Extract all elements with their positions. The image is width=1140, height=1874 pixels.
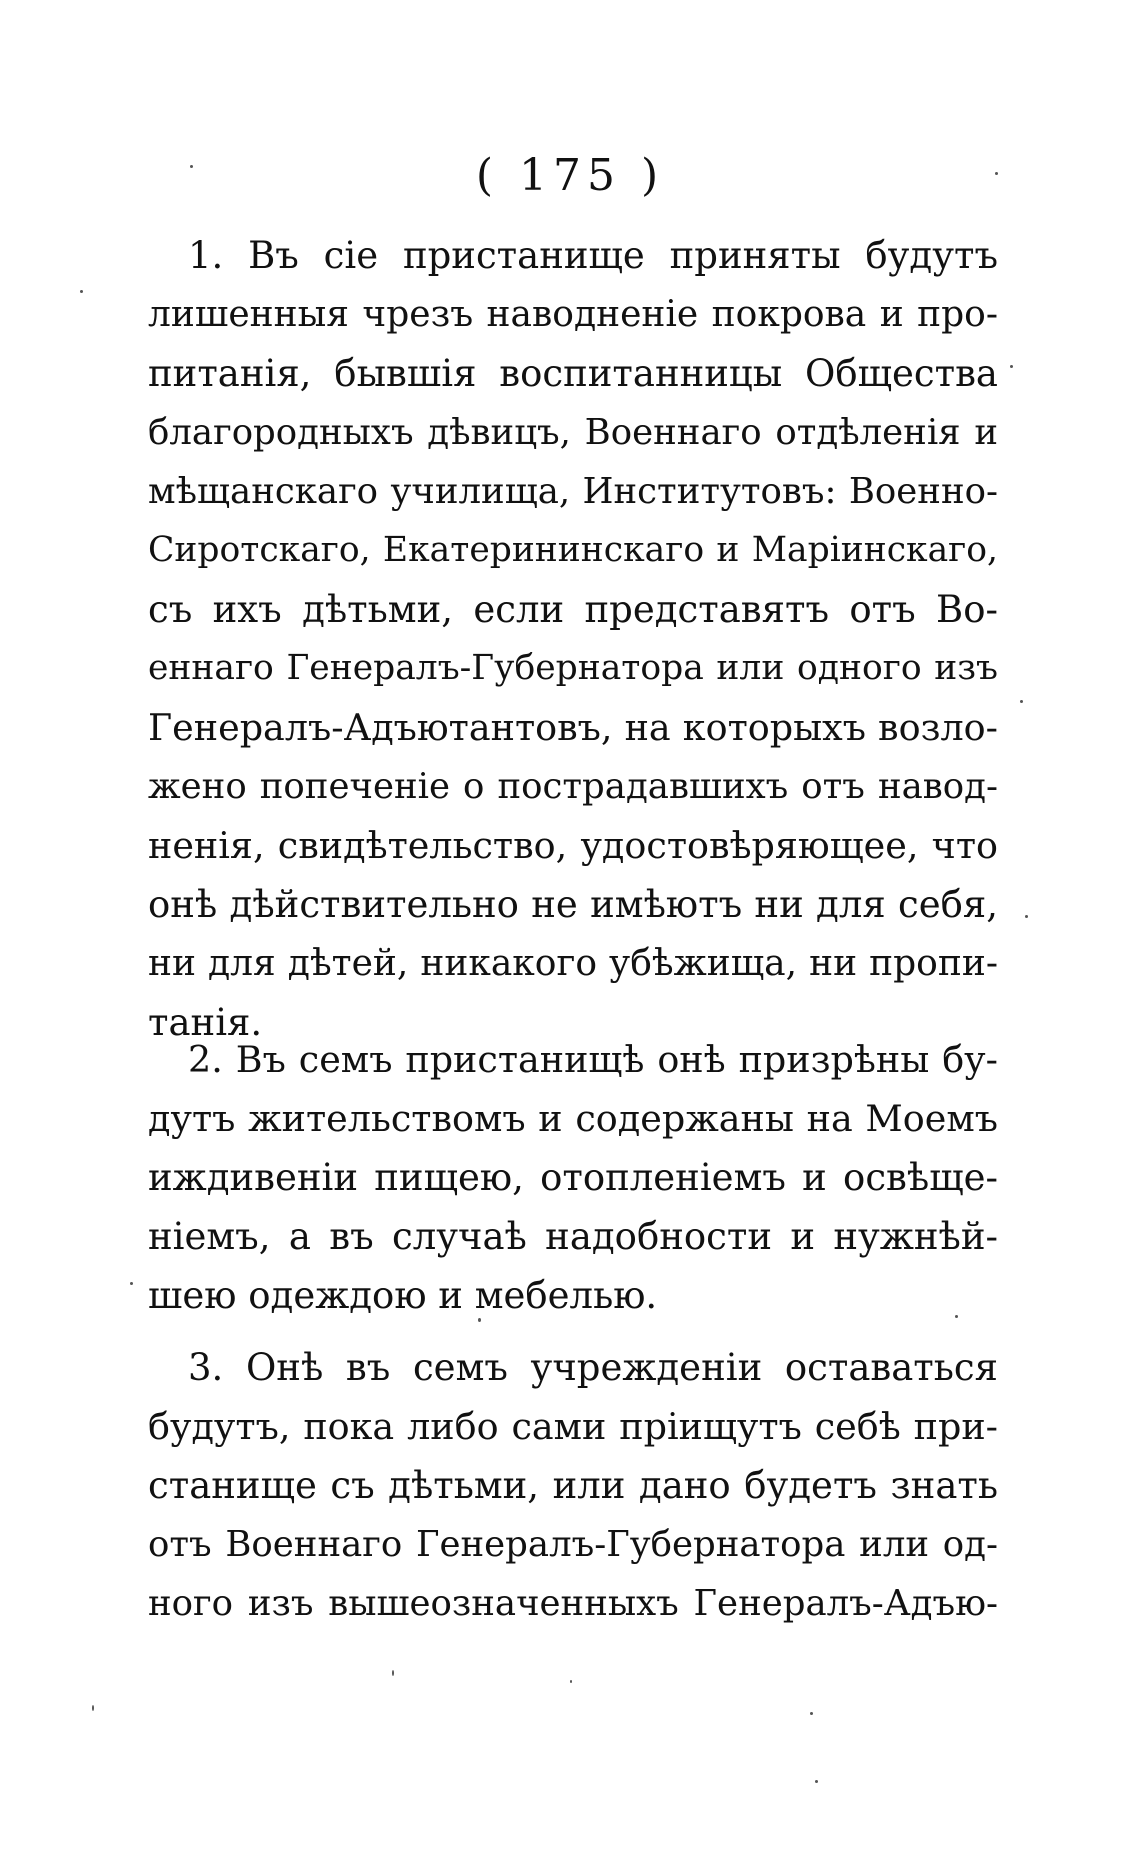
scan-speck [1025,915,1028,918]
scan-speck [815,1780,818,1783]
text-line: 2. Въ семъ пристанищѣ онѣ призрѣны бу- [188,1038,998,1081]
text-line: дутъ жительствомъ и содержаны на Моемъ [148,1097,998,1140]
text-line: онѣ дѣйствительно не имѣютъ ни для себя, [148,883,998,926]
text-line: ненія, свидѣтельство, удостовѣряющее, что [148,824,998,867]
scan-speck [80,290,83,293]
scan-speck [478,1318,481,1322]
scan-speck [1010,365,1013,368]
scan-speck [1020,700,1023,703]
paragraph-3 [148,1338,998,1633]
scan-speck [190,165,193,168]
text-line: Генералъ-Адъютантовъ, на которыхъ возло- [148,706,998,749]
text-line: мѣщанскаго училища, Институтовъ: Военно- [148,471,998,512]
scan-speck [810,1712,813,1715]
scan-speck [92,1705,94,1711]
text-line: будутъ, пока либо сами пріищутъ себѣ при- [148,1405,998,1448]
text-line: ного изъ вышеозначенныхъ Генералъ-Адъю- [148,1583,998,1624]
text-line: жено попеченіе о пострадавшихъ отъ навод- [148,766,998,807]
paragraph-1 [148,226,998,1052]
text-line: съ ихъ дѣтьми, если представятъ отъ Во- [148,588,998,631]
text-line: Сиротскаго, Екатерининскаго и Маріинскаго, [148,530,998,570]
text-line: ніемъ, а въ случаѣ надобности и нужнѣй- [148,1215,998,1258]
text-line: 3. Онѣ въ семъ учрежденіи оставаться [188,1346,998,1389]
text-line: танія. [148,1001,263,1044]
text-line: еннаго Генералъ-Губернатора или одного изъ [148,648,998,688]
scan-speck [955,1315,958,1318]
text-line: отъ Военнаго Генералъ-Губернатора или од- [148,1524,998,1565]
text-line: 1. Въ сіе пристанище приняты будутъ [188,234,998,277]
text-line: шею одеждою и мебелью. [148,1274,658,1317]
text-line: питанія, бывшія воспитанницы Общества [148,352,998,395]
scan-speck [995,172,998,175]
text-line: ни для дѣтей, никакого убѣжища, ни пропи- [148,943,998,984]
scan-speck [392,1670,394,1676]
page-number: ( 175 ) [475,150,665,201]
paragraph-2 [148,1030,998,1325]
scan-speck [130,1282,133,1285]
text-line: иждивеніи пищею, отопленіемъ и освѣще- [148,1156,998,1199]
text-line: лишенныя чрезъ наводненіе покрова и про- [148,294,998,335]
text-line: станище съ дѣтьми, или дано будетъ знать [148,1464,998,1507]
scan-speck [570,1680,572,1683]
text-line: благородныхъ дѣвицъ, Военнаго отдѣленія и [148,412,998,453]
